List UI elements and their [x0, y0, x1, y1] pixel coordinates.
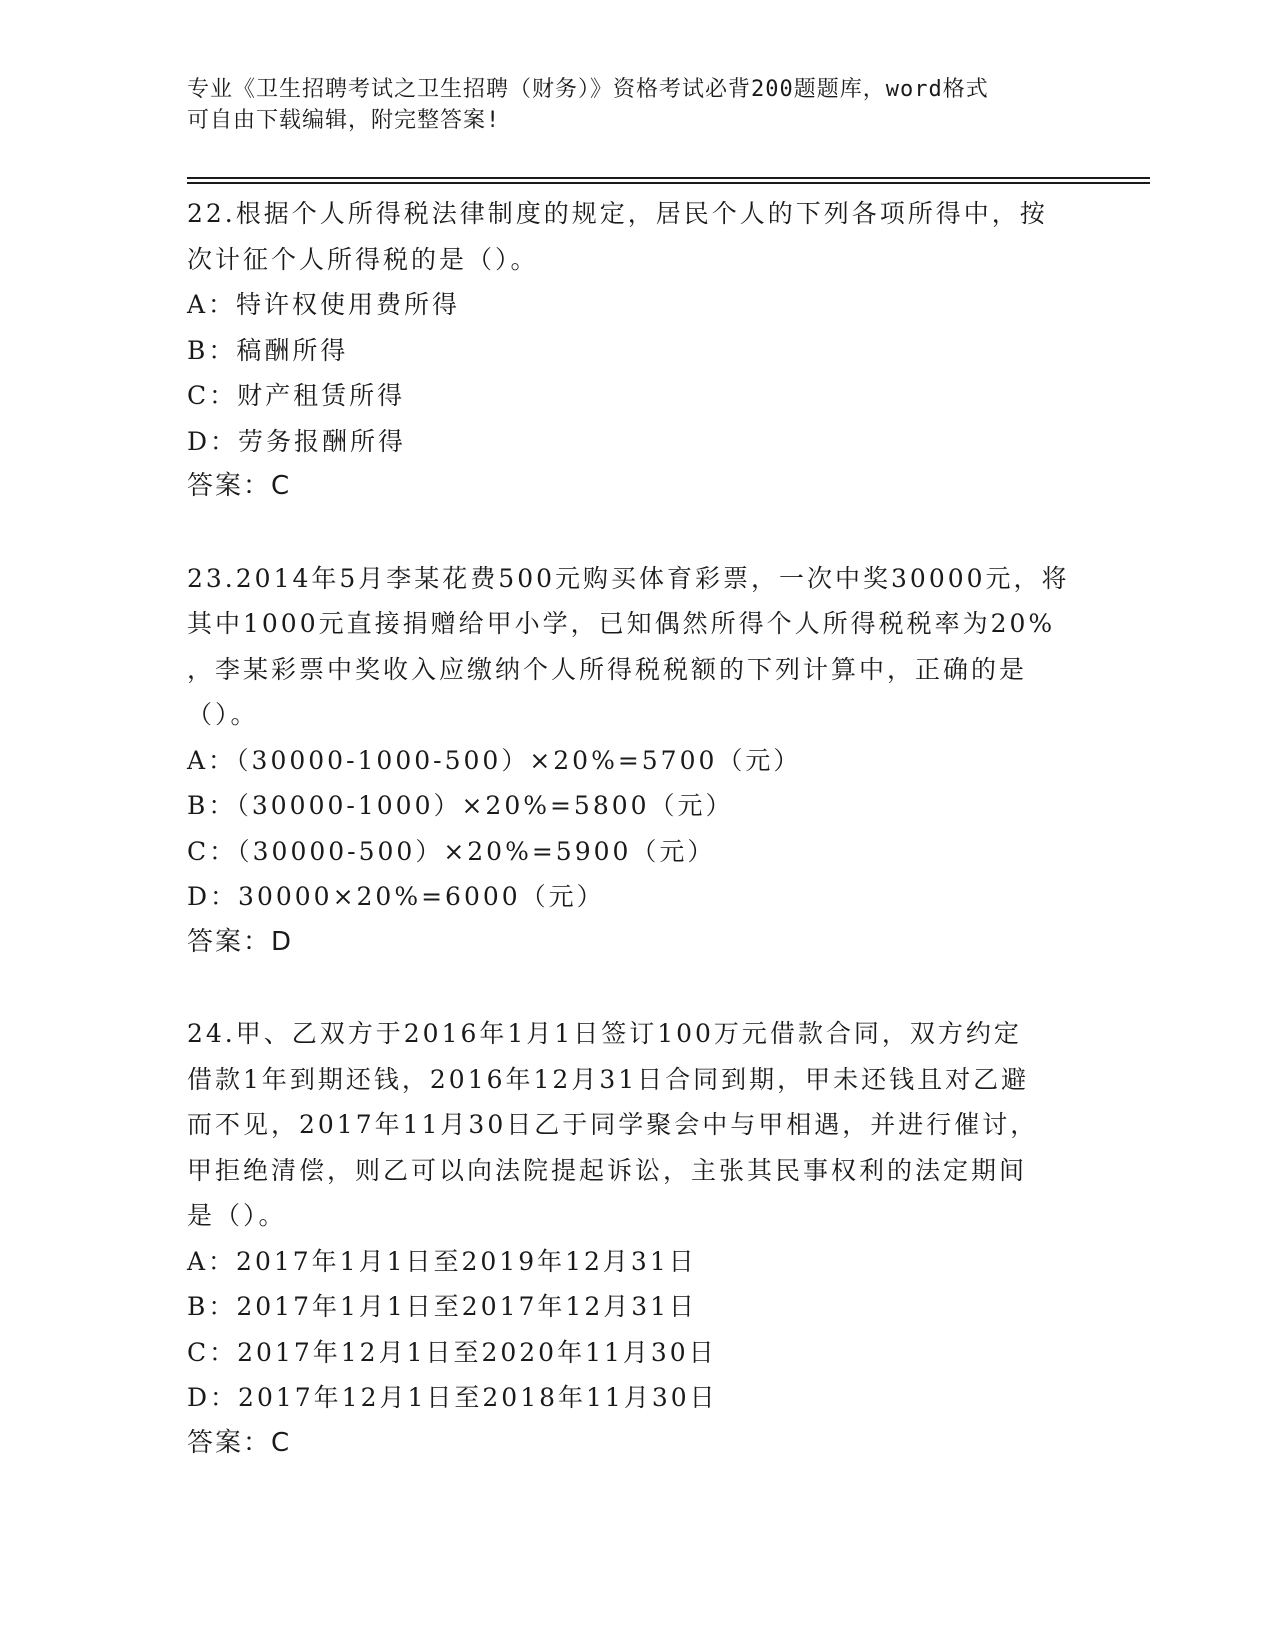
question-stem-line: 次计征个人所得税的是（）。 [187, 244, 539, 274]
option-b: B：2017年1月1日至2017年12月31日 [187, 1292, 698, 1321]
option-a: A：2017年1月1日至2019年12月31日 [187, 1246, 697, 1276]
question-stem-line: （）。 [187, 700, 259, 729]
question-stem-line: 借款1年到期还钱，2016年12月31日合同到期，甲未还钱且对乙避 [187, 1064, 1030, 1094]
question-stem-line: ，李某彩票中奖收入应缴纳个人所得税税额的下列计算中，正确的是 [187, 654, 1028, 684]
option-c: C：（30000-500）×20%=5900（元） [187, 836, 716, 866]
answer: 答案：D [187, 926, 294, 957]
header-line-1: 专业《卫生招聘考试之卫生招聘（财务）》资格考试必背200题题库，word格式 [187, 77, 989, 102]
document-header [187, 74, 1087, 136]
question-22 [187, 191, 1087, 510]
header-divider-bottom [187, 182, 1150, 184]
question-stem-line: 是（）。 [187, 1201, 287, 1230]
option-d: D：2017年12月1日至2018年11月30日 [187, 1383, 718, 1412]
question-stem-line: 其中1000元直接捐赠给甲小学，已知偶然所得个人所得税税率为20% [187, 609, 1056, 638]
question-stem-line: 23.2014年5月李某花费500元购买体育彩票，一次中奖30000元，将 [187, 563, 1070, 593]
option-a: A：特许权使用费所得 [187, 290, 461, 319]
question-24 [187, 1011, 1087, 1466]
question-list [187, 191, 1087, 1466]
option-b: B：（30000-1000）×20%=5800（元） [187, 791, 734, 820]
question-stem-line: 甲拒绝清偿，则乙可以向法院提起诉讼，主张其民事权利的法定期间 [187, 1155, 1028, 1185]
header-divider-top [187, 177, 1150, 179]
question-stem-line: 24.甲、乙双方于2016年1月1日签订100万元借款合同，双方约定 [187, 1019, 1022, 1048]
option-d: D：30000×20%=6000（元） [187, 882, 605, 911]
option-a: A：（30000-1000-500）×20%=5700（元） [187, 745, 802, 775]
question-stem-line: 22.根据个人所得税法律制度的规定，居民个人的下列各项所得中，按 [187, 199, 1048, 228]
question-spacer [187, 510, 1087, 556]
answer: 答案：C [187, 471, 292, 501]
option-b: B：稿酬所得 [187, 335, 349, 365]
question-23 [187, 556, 1087, 966]
question-spacer [187, 965, 1087, 1011]
answer: 答案：C [187, 1427, 292, 1458]
option-d: D：劳务报酬所得 [187, 426, 407, 456]
option-c: C：财产租赁所得 [187, 381, 406, 410]
question-stem-line: 而不见，2017年11月30日乙于同学聚会中与甲相遇，并进行催讨， [187, 1110, 1039, 1139]
option-c: C：2017年12月1日至2020年11月30日 [187, 1337, 717, 1367]
header-line-2: 可自由下载编辑，附完整答案! [187, 108, 501, 133]
